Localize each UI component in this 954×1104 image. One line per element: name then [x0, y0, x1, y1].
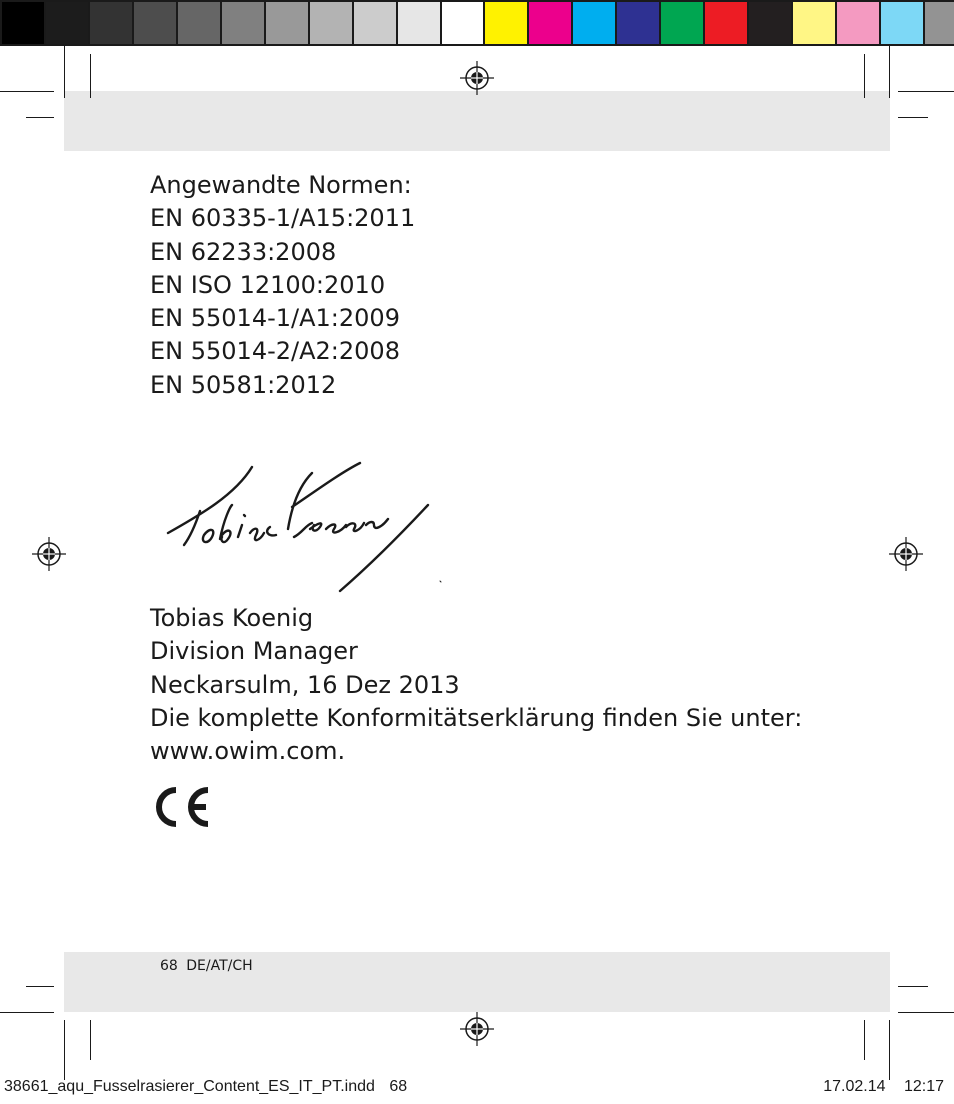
- color-swatch: [0, 0, 44, 46]
- crop-mark: [898, 986, 928, 987]
- gray-color-bar: [0, 0, 486, 46]
- crop-mark: [0, 1012, 54, 1013]
- standard-item: EN 55014-2/A2:2008: [150, 337, 400, 366]
- signer-title: Division Manager: [150, 637, 358, 666]
- registration-mark-icon: [31, 536, 67, 572]
- color-swatch: [264, 0, 308, 46]
- color-swatch: [615, 0, 659, 46]
- crop-mark: [26, 117, 54, 118]
- color-swatch: [44, 0, 88, 46]
- color-swatch: [220, 0, 264, 46]
- color-swatch: [659, 0, 703, 46]
- color-swatch: [571, 0, 615, 46]
- crop-mark: [90, 1020, 91, 1060]
- crop-mark: [898, 1012, 954, 1013]
- signer-block: [150, 602, 802, 768]
- page-footer: [160, 958, 253, 974]
- crop-mark: [898, 91, 954, 92]
- standard-item: EN 50581:2012: [150, 370, 337, 399]
- locale-label: DE/AT/CH: [186, 958, 253, 974]
- place-date: Neckarsulm, 16 Dez 2013: [150, 670, 460, 699]
- crop-mark: [864, 1020, 865, 1060]
- print-slug-timestamp: [823, 1078, 944, 1096]
- crop-mark: [889, 46, 890, 98]
- color-swatch: [923, 0, 954, 46]
- color-swatch: [396, 0, 440, 46]
- slug-page: 68: [389, 1078, 408, 1095]
- color-swatch: [483, 0, 527, 46]
- ce-mark-icon: [150, 785, 212, 829]
- color-swatch: [352, 0, 396, 46]
- print-slug-file: [4, 1078, 407, 1096]
- signer-name: Tobias Koenig: [150, 604, 314, 632]
- registration-mark-icon: [459, 1011, 495, 1047]
- crop-mark: [0, 91, 54, 92]
- color-swatch: [791, 0, 835, 46]
- registration-mark-icon: [459, 60, 495, 96]
- color-swatch: [527, 0, 571, 46]
- website-url: www.owim.com.: [150, 737, 346, 766]
- crop-mark: [64, 1020, 65, 1080]
- slug-time: 12:17: [903, 1078, 944, 1095]
- color-swatch: [747, 0, 791, 46]
- crop-mark: [26, 986, 54, 987]
- standards-heading: Angewandte Normen:: [150, 171, 412, 199]
- header-band: [64, 91, 890, 151]
- crop-mark: [898, 117, 928, 118]
- color-swatch: [835, 0, 879, 46]
- color-swatch: [440, 0, 486, 46]
- standard-item: EN 55014-1/A1:2009: [150, 304, 400, 333]
- process-color-bar: [483, 0, 954, 46]
- slug-filename: 38661_aqu_Fusselrasierer_Content_ES_IT_PT.indd: [4, 1078, 375, 1095]
- applied-standards: [150, 169, 415, 402]
- standard-item: EN 62233:2008: [150, 237, 337, 266]
- standard-item: EN 60335-1/A15:2011: [150, 204, 416, 233]
- signature-icon: [160, 455, 450, 595]
- crop-mark: [90, 54, 91, 98]
- crop-mark: [889, 1020, 890, 1080]
- standard-item: EN ISO 12100:2010: [150, 270, 386, 299]
- color-swatch: [879, 0, 923, 46]
- crop-mark: [64, 46, 65, 98]
- color-swatch: [88, 0, 132, 46]
- crop-mark: [864, 54, 865, 98]
- conformity-note: Die komplette Konformitätserklärung finden Sie unter:: [150, 703, 803, 732]
- color-swatch: [132, 0, 176, 46]
- color-swatch: [703, 0, 747, 46]
- page-number: 68: [160, 958, 178, 974]
- slug-date: 17.02.14: [823, 1078, 886, 1095]
- color-swatch: [308, 0, 352, 46]
- color-swatch: [176, 0, 220, 46]
- registration-mark-icon: [888, 536, 924, 572]
